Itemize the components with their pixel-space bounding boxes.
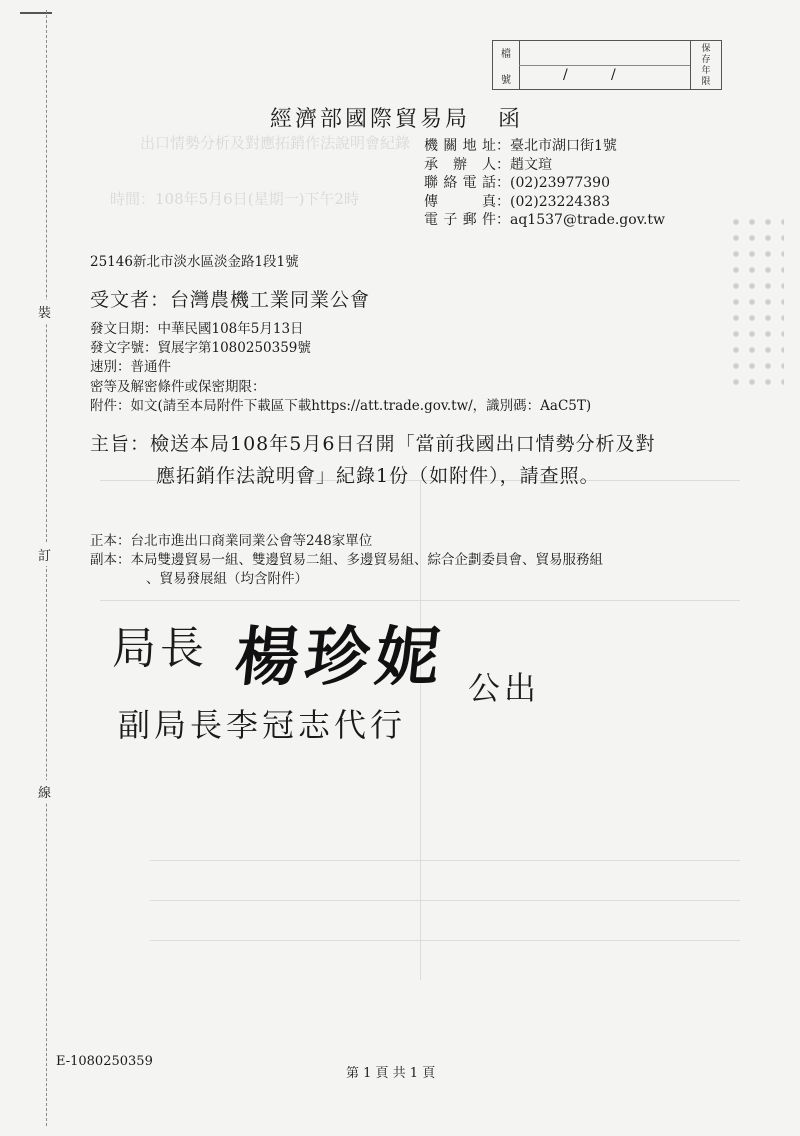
binding-mark-xian: 線	[38, 780, 51, 803]
speed: 速別：普通件	[90, 359, 171, 376]
document-meta	[90, 320, 591, 416]
footer-doc-number: E-1080250359	[56, 1054, 153, 1069]
info-row-email: 電子郵件：aq1537@trade.gov.tw	[424, 212, 665, 229]
binding-top-mark	[20, 12, 52, 14]
attachment: 附件：如文(請至本局附件下載區下載https://att.trade.gov.tw/，識別碼：AaC5T)	[90, 397, 592, 414]
retention-label: 保存年限	[701, 44, 711, 87]
archive-number-label: 號	[501, 75, 511, 86]
binding-mark-zhuang: 裝	[38, 300, 51, 323]
archive-row-divider	[519, 65, 691, 66]
info-row-address: 機關地址：臺北市湖口街1號	[424, 138, 617, 154]
original-recipients: 正本：台北市進出口商業同業公會等248家單位	[90, 533, 373, 549]
deputy-acting: 副局長李冠志代行	[118, 706, 407, 744]
archive-box	[492, 40, 722, 90]
subject	[90, 428, 655, 492]
distribution	[90, 532, 603, 590]
show-through-line	[150, 940, 740, 941]
subject-line-2: 應拓銷作法說明會」紀錄1份（如附件），請查照。	[156, 465, 600, 487]
info-row-fax: 傳真：(02)23224383	[424, 193, 610, 210]
show-through-text: 時間：108年5月6日(星期一)下午2時	[110, 190, 359, 208]
document-title	[270, 102, 523, 133]
agency-info	[424, 137, 665, 230]
binding-mark-ding: 訂	[38, 543, 51, 566]
archive-slash: /	[611, 67, 616, 83]
issue-date: 發文日期：中華民國108年5月13日	[90, 321, 304, 337]
copy-recipients-cont: 、貿易發展組（均含附件）	[146, 571, 308, 588]
leave-note: 公出	[468, 669, 541, 707]
archive-file-label: 檔	[501, 49, 511, 60]
show-through-line	[150, 860, 740, 861]
info-row-phone: 聯絡電話：(02)23977390	[424, 175, 610, 192]
director-title: 局長	[112, 623, 208, 674]
punch-hole-pattern	[728, 214, 784, 394]
agency-name: 經濟部國際貿易局	[270, 107, 471, 132]
recipient: 受文者：台灣農機工業同業公會	[90, 289, 371, 311]
subject-line-1: 主旨：檢送本局108年5月6日召開「當前我國出口情勢分析及對	[90, 433, 656, 455]
info-row-officer: 承辦人：趙文瑄	[424, 156, 552, 173]
show-through-text: 出口情勢分析及對應拓銷作法說明會紀錄	[140, 134, 411, 152]
page-number: 第 1 頁 共 1 頁	[346, 1066, 436, 1081]
recipient-address: 25146新北市淡水區淡金路1段1號	[90, 254, 299, 270]
secrecy: 密等及解密條件或保密期限：	[90, 378, 266, 395]
doc-type: 函	[498, 107, 524, 132]
binding-line	[46, 10, 47, 1126]
archive-slash: /	[563, 67, 568, 83]
show-through-line	[150, 900, 740, 901]
retention-column	[690, 41, 721, 89]
director-signature: 楊珍妮	[231, 620, 450, 695]
copy-recipients: 副本：本局雙邊貿易一組、雙邊貿易二組、多邊貿易組、綜合企劃委員會、貿易服務組	[90, 552, 603, 569]
issue-number: 發文字號：貿展字第1080250359號	[90, 340, 311, 357]
